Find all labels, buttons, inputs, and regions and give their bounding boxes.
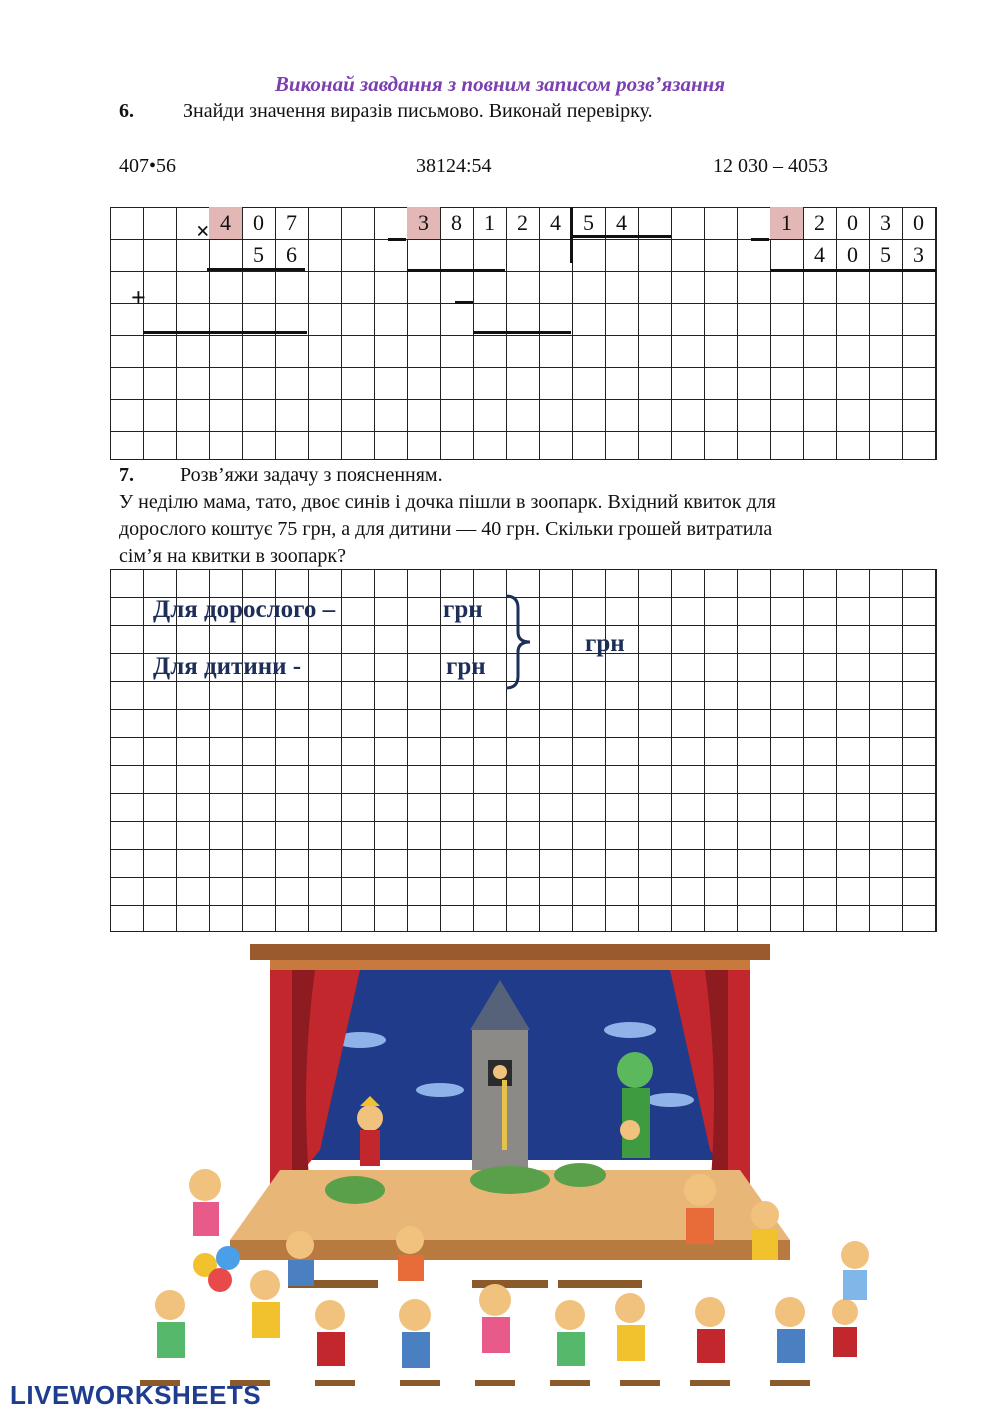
mult-digit: 5 bbox=[253, 242, 264, 267]
page-heading: Виконай завдання з повним записом розв’язання bbox=[274, 72, 726, 96]
total-unit: грн bbox=[585, 630, 625, 657]
expr-division: 38124:54 bbox=[416, 155, 492, 177]
mult-digit: 4 bbox=[209, 207, 242, 239]
sub-digit: 5 bbox=[880, 242, 891, 267]
task7-number: 7. bbox=[119, 464, 134, 486]
theater-illustration bbox=[110, 940, 890, 1410]
mult-underline bbox=[207, 268, 305, 271]
logo-text: LIVEWORKSHEETS bbox=[10, 1380, 262, 1410]
sub-digit: 1 bbox=[770, 207, 803, 239]
div-underline-1 bbox=[407, 269, 505, 272]
problem-line-2: дорослого коштує 75 грн, а для дитини — 40 грн. Скільки грошей витратила bbox=[119, 518, 773, 540]
sub-underline bbox=[770, 269, 936, 272]
minus-sign-1 bbox=[388, 238, 406, 241]
sub-minus-sign bbox=[751, 238, 769, 241]
task6-instruction: Знайди значення виразів письмово. Виконай перевірку. bbox=[183, 100, 653, 122]
div-digit: 1 bbox=[484, 210, 495, 235]
div-digit: 8 bbox=[451, 210, 462, 235]
plus-sign: + bbox=[131, 283, 146, 312]
expr-subtraction: 12 030 – 4053 bbox=[713, 155, 828, 177]
div-underline-2 bbox=[473, 331, 571, 334]
sub-digit: 3 bbox=[880, 210, 891, 235]
mult-digit: 0 bbox=[253, 210, 264, 235]
task6-number: 6. bbox=[119, 100, 134, 122]
curly-brace bbox=[500, 592, 536, 692]
adult-ticket-label: Для дорослого – bbox=[153, 596, 336, 623]
task6-grid bbox=[110, 207, 937, 460]
divisor-digit: 4 bbox=[616, 210, 627, 235]
task7-instruction: Розв’яжи задачу з поясненням. bbox=[180, 464, 443, 486]
sub-digit: 0 bbox=[847, 242, 858, 267]
adult-unit: грн bbox=[443, 596, 483, 623]
problem-line-3: сім’я на квитки в зоопарк? bbox=[119, 545, 346, 567]
expr-multiplication: 407•56 bbox=[119, 155, 177, 177]
child-ticket-label: Для дитини - bbox=[153, 653, 302, 680]
multiply-sign: × bbox=[196, 219, 210, 245]
sub-digit: 3 bbox=[913, 242, 924, 267]
sub-digit: 2 bbox=[814, 210, 825, 235]
mult-digit: 7 bbox=[286, 210, 297, 235]
div-digit: 4 bbox=[550, 210, 561, 235]
mult-sum-line bbox=[143, 331, 307, 334]
sub-digit: 4 bbox=[814, 242, 825, 267]
sub-digit: 0 bbox=[913, 210, 924, 235]
division-bar-horizontal bbox=[571, 235, 671, 238]
mult-digit: 6 bbox=[286, 242, 297, 267]
liveworksheets-logo[interactable] bbox=[10, 1380, 261, 1411]
minus-sign-2 bbox=[455, 301, 473, 304]
divisor-digit: 5 bbox=[583, 210, 594, 235]
sub-digit: 0 bbox=[847, 210, 858, 235]
problem-line-1: У неділю мама, тато, двоє синів і дочка пішли в зоопарк. Вхідний квиток для bbox=[119, 491, 776, 513]
child-unit: грн bbox=[446, 653, 486, 680]
div-digit: 2 bbox=[517, 210, 528, 235]
div-digit: 3 bbox=[407, 207, 440, 239]
